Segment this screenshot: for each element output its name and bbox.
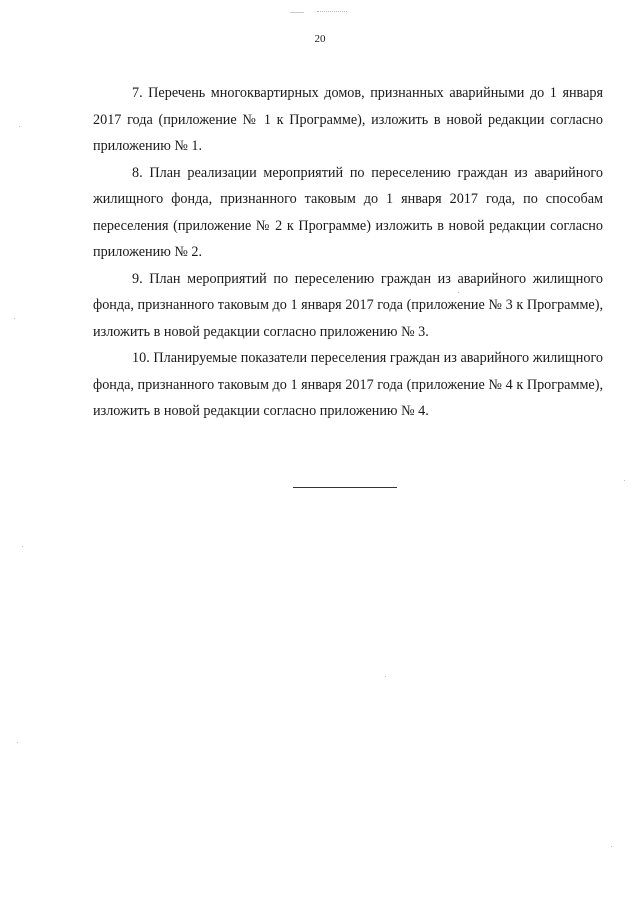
scan-speck [17, 742, 18, 743]
end-divider-line [293, 487, 397, 488]
scan-artifact-line [290, 12, 304, 13]
scan-speck [458, 292, 459, 293]
scan-speck [385, 676, 386, 677]
paragraph-10: 10. Планируемые показатели переселения граждан из аварийного жилищного фонда, признанного таковым до 1 января 2017 года (приложение № 4 к Программе), изложить в новой редакции согласно приложению № 4. [93, 350, 603, 419]
paragraph-7: 7. Перечень многоквартирных домов, признанных аварийными до 1 января 2017 года (приложение № 1 к Программе), изложить в новой редакции согласно приложению № 1. [93, 85, 603, 154]
scan-speck [624, 480, 625, 481]
document-body [93, 80, 603, 425]
scan-speck [22, 546, 23, 547]
scan-speck [611, 846, 612, 847]
scan-artifact-dotted-line [317, 11, 347, 12]
scan-speck [14, 318, 15, 319]
paragraph-9: 9. План мероприятий по переселению граждан из аварийного жилищного фонда, признанного таковым до 1 января 2017 года (приложение № 3 к Программе), изложить в новой редакции согласно приложению № 3. [93, 270, 603, 340]
scan-speck [19, 126, 20, 127]
page-number: 20 [314, 33, 326, 45]
paragraph-8: 8. План реализации мероприятий по переселению граждан из аварийного жилищного фонда, признанного таковым до 1 января 2017 года, по способам переселения (приложение № 2 к Программе) изложить в новой редакции согласно приложению № 2. [93, 164, 603, 260]
scan-artifact-marks [290, 11, 350, 15]
